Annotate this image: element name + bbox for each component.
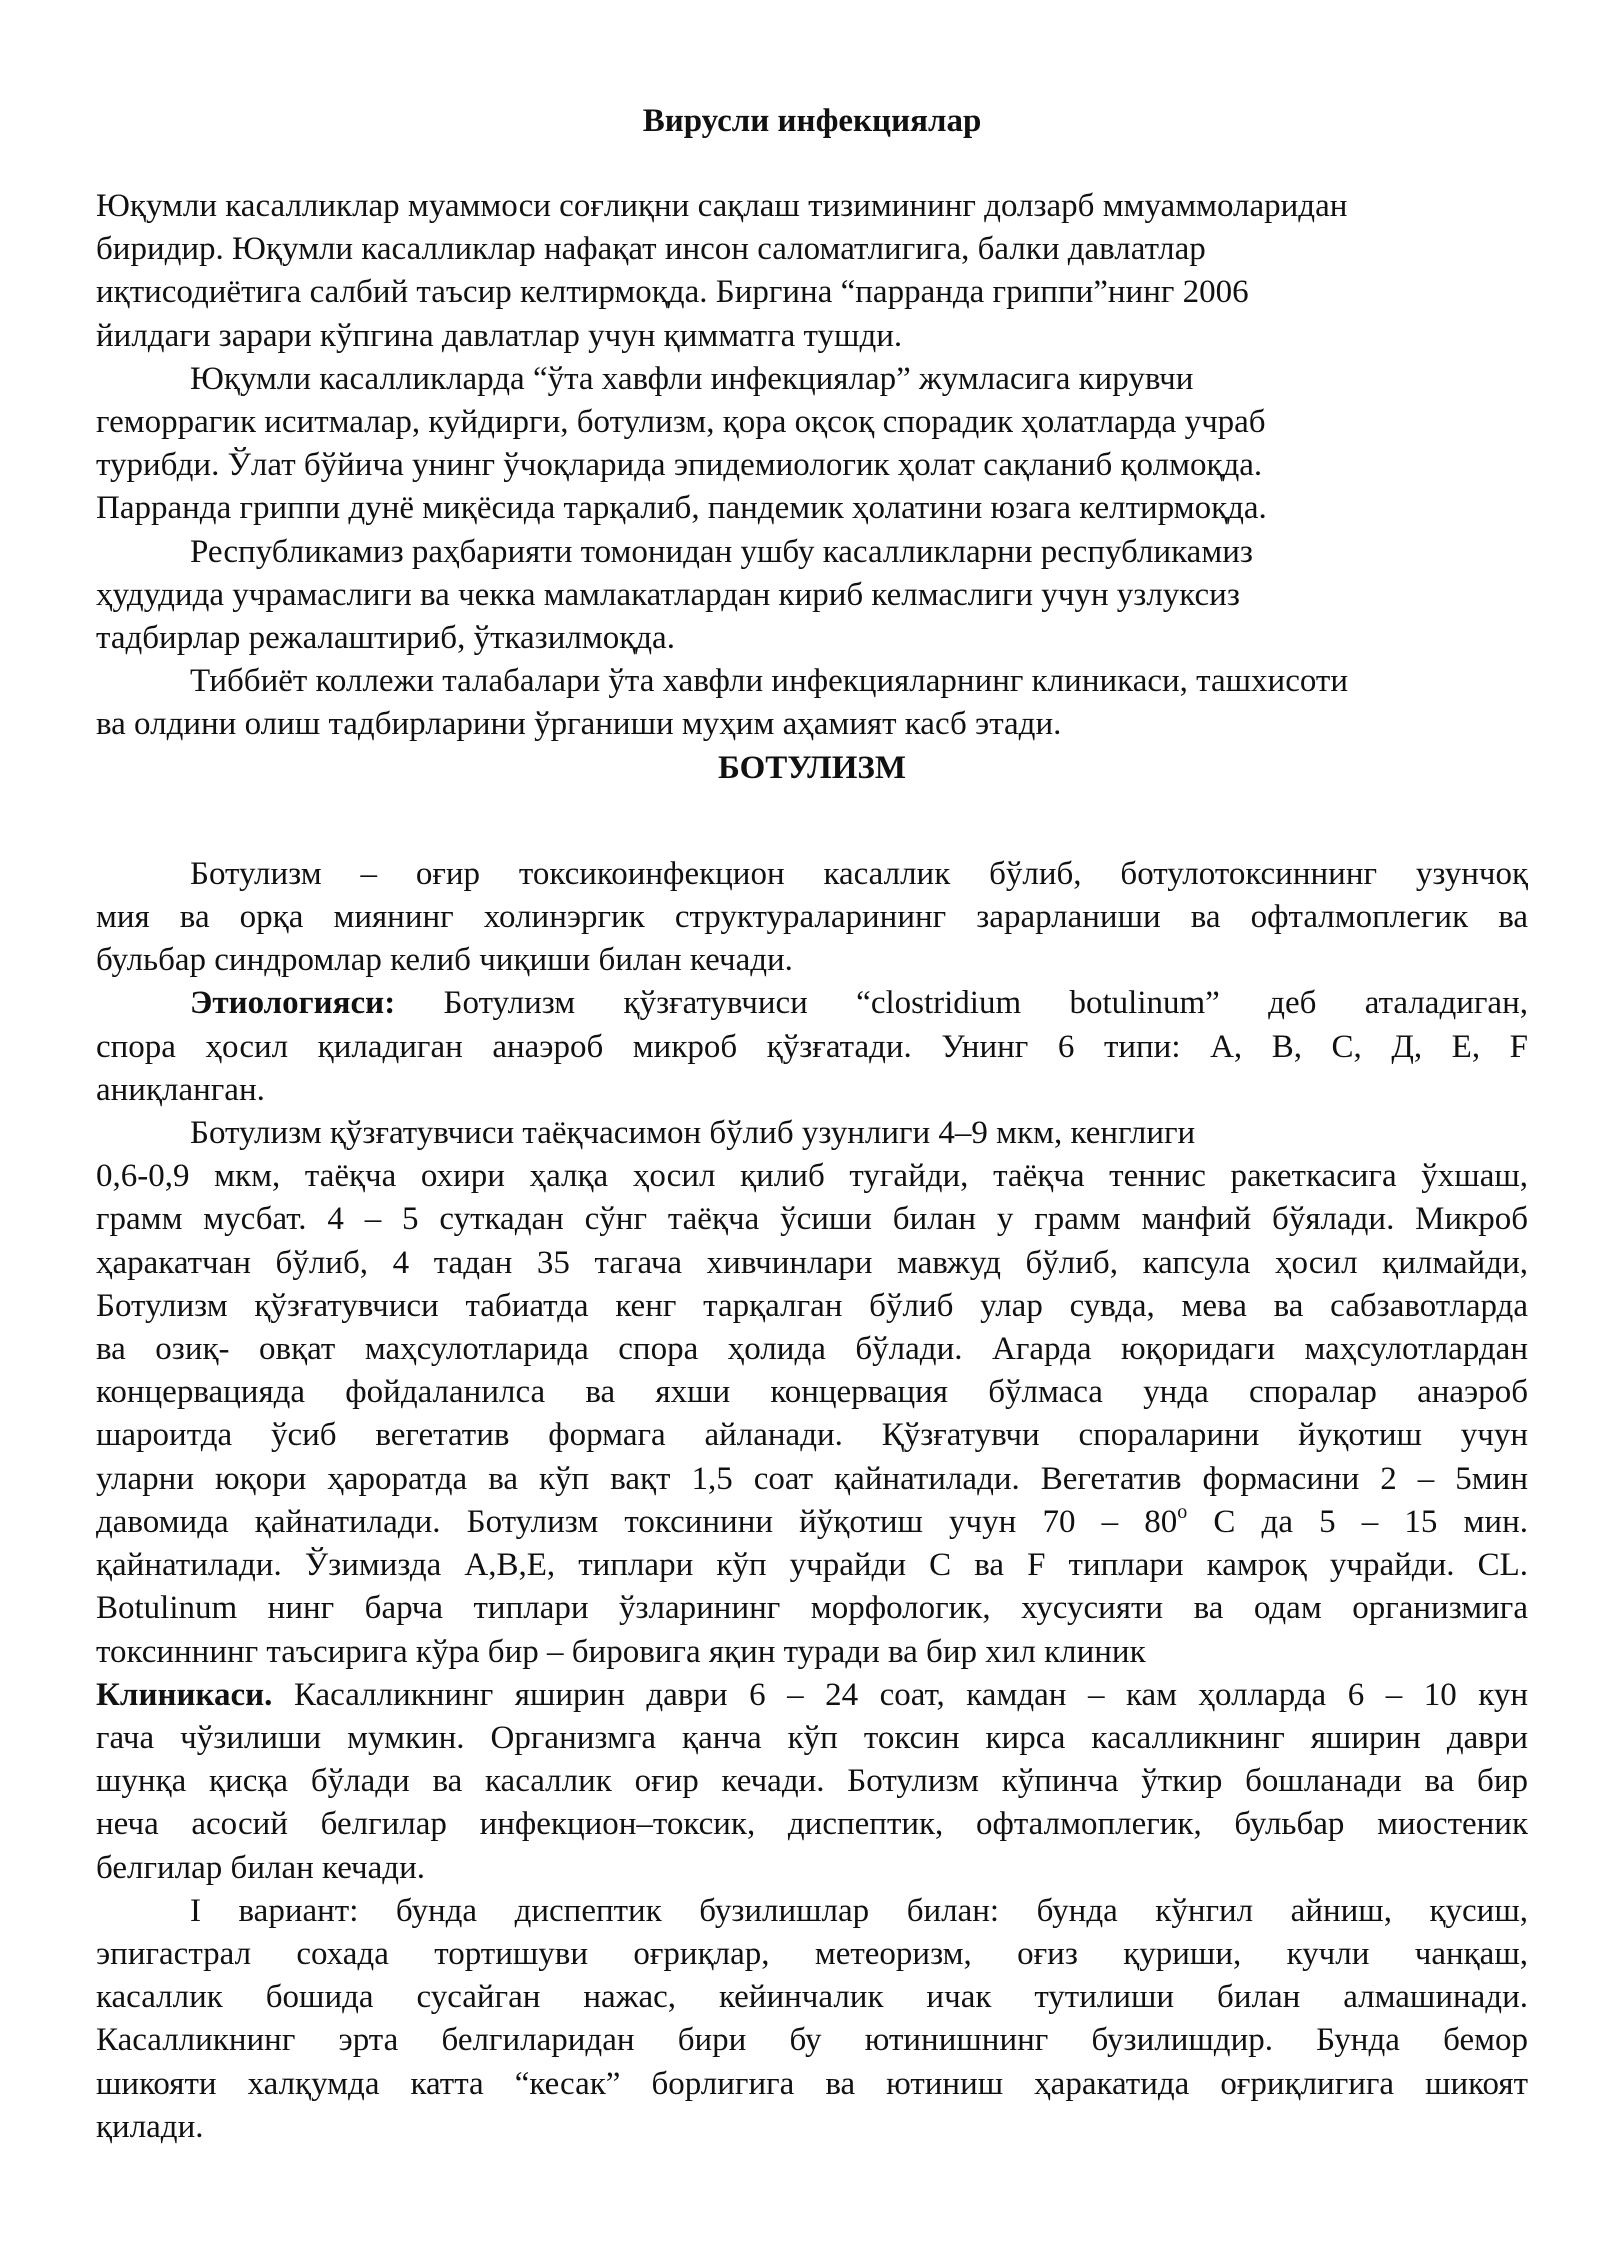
text-line: қилади. (96, 2108, 204, 2145)
text-line: I вариант: бунда диспептик бузилишлар билан: бунда кўнгил айниш, қусиш, (190, 1892, 1528, 1929)
degree-superscript: о (1177, 1500, 1188, 1523)
text-line: касаллик бошида сусайган нажас, кейинчалик ичак тутилиши билан алмашинади. (96, 1979, 1528, 2016)
intro-paragraph-1 (96, 185, 1528, 358)
text-line: иқтисодиётига салбий таъсир келтирмоқда. Биргина “парранда гриппи”нинг 2006 (96, 274, 1249, 311)
text-line: Касалликнинг эрта белгиларидан бири бу ютинишнинг бузилишдир. Бунда бемор (96, 2022, 1528, 2059)
text-line: 0,6-0,9 мкм, таёқча охири ҳалқа ҳосил қилиб тугайди, таёқча теннис ракеткасига ўхшаш, (96, 1158, 1528, 1195)
text-line: турибди. Ўлат бўйича унинг ўчоқларида эпидемиологик ҳолат сақланиб қолмоқда. (96, 447, 1263, 484)
text-line (96, 1501, 1528, 1544)
text-line: Ботулизм қўзғатувчиси табиатда кенг тарқалган бўлиб улар сувда, мева ва сабзавотларда (96, 1287, 1528, 1324)
text-line: Парранда гриппи дунё миқёсида тарқалиб, пандемик ҳолатини юзага келтирмоқда. (96, 490, 1267, 527)
clinic-label: Клиникаси. (96, 1676, 273, 1713)
text-line: Юқумли касалликларда “ўта хавфли инфекциялар” жумласига кирувчи (190, 360, 1194, 397)
botulism-definition-paragraph (96, 853, 1528, 983)
intro-paragraph-2 (96, 358, 1528, 531)
text-line: неча асосий белгилар инфекцион–токсик, диспептик, офталмоплегик, бульбар миостеник (96, 1806, 1528, 1843)
text-line: йилдаги зарари кўпгина давлатлар учун қимматга тушди. (96, 317, 903, 354)
text-line: Ботулизм – оғир токсикоинфекцион касаллик бўлиб, ботулотоксиннинг узунчоқ (190, 855, 1528, 892)
text-line: токсиннинг таъсирига кўра бир – бировига яқин туради ва бир хил клиник (96, 1633, 1146, 1670)
text-line: аниқланган. (96, 1071, 265, 1108)
text-line: ва олдини олиш тадбирларини ўрганиши муҳим аҳамият касб этади. (96, 706, 1062, 743)
text-line: шикояти халқумда катта “кесак” борлигига ва ютиниш ҳаракатида оғриқлигига шикоят (96, 2065, 1528, 2102)
text-line: шунқа қисқа бўлади ва касаллик оғир кечади. Ботулизм кўпинча ўткир бошланади ва бир (96, 1763, 1528, 1800)
text-line: эпигастрал сохада тортишуви оғриқлар, метеоризм, оғиз қуриши, кучли чанқаш, (96, 1935, 1528, 1972)
pathogen-description-paragraph (96, 1112, 1528, 1674)
text-line (96, 1674, 1528, 1717)
intro-paragraph-3 (96, 531, 1528, 661)
text-line: спора ҳосил қиладиган анаэроб микроб қўзғатади. Унинг 6 типи: А, В, С, Д, Е, F (96, 1028, 1528, 1065)
text-line: Botulinum нинг барча типлари ўзларининг морфологик, хусусияти ва одам организмига (96, 1590, 1528, 1627)
text-run: давомида қайнатилади. Ботулизм токсинини йўқотиш учун 70 – 80 (96, 1503, 1178, 1540)
text-run: Ботулизм қўзғатувчиси “clostridium botulinum” деб аталадиган, (395, 985, 1528, 1022)
text-run: С да 5 – 15 мин. (1187, 1503, 1528, 1540)
text-line: белгилар билан кечади. (96, 1849, 425, 1886)
etiology-label: Этиологияси: (190, 985, 396, 1022)
text-line: тадбирлар режалаштириб, ўтказилмоқда. (96, 620, 675, 657)
text-line: Юқумли касалликлар муаммоси соғлиқни сақлаш тизимининг долзарб ммуаммоларидан (96, 188, 1348, 224)
text-line: ҳаракатчан бўлиб, 4 тадан 35 тагача хивчинлари мавжуд бўлиб, капсула ҳосил қилмайди, (96, 1244, 1528, 1281)
clinic-paragraph (96, 1674, 1528, 1890)
text-line: ҳудудида учрамаслиги ва чекка мамлакатлардан кириб келмаслиги учун узлуксиз (96, 576, 1240, 613)
text-line: ва озиқ- овқат маҳсулотларида спора ҳолида бўлади. Агарда юқоридаги маҳсулотлардан (96, 1331, 1528, 1368)
text-line: Ботулизм қўзғатувчиси таёқчасимон бўлиб узунлиги 4–9 мкм, кенглиги (190, 1115, 1196, 1152)
variant-1-paragraph (96, 1890, 1528, 2149)
text-run: Касалликнинг яширин даври 6 – 24 соат, камдан – кам ҳолларда 6 – 10 кун (272, 1676, 1528, 1713)
text-line: биридир. Юқумли касалликлар нафақат инсон саломатлигига, балки давлатлар (96, 231, 1206, 268)
text-line: грамм мусбат. 4 – 5 суткадан сўнг таёқча ўсиши билан у грамм манфий бўялади. Микроб (96, 1201, 1528, 1238)
intro-paragraph-4 (96, 660, 1528, 746)
etiology-paragraph (96, 982, 1528, 1112)
text-line: Тиббиёт коллежи талабалари ўта хавфли инфекцияларнинг клиникаси, ташхисоти (190, 663, 1348, 700)
text-line: концервацияда фойдаланилса ва яхши концервация бўлмаса унда споралар анаэроб (96, 1374, 1528, 1411)
text-line: уларни юқори ҳароратда ва кўп вақт 1,5 соат қайнатилади. Вегетатив формасини 2 – 5мин (96, 1460, 1528, 1497)
text-line: бульбар синдромлар келиб чиқиши билан кечади. (96, 942, 793, 979)
section-title: БОТУЛИЗМ (718, 749, 906, 786)
text-line: геморрагик иситмалар, куйдирги, ботулизм, қора оқсоқ спорадик ҳолатларда учраб (96, 404, 1266, 441)
text-line: мия ва орқа миянинг холинэргик структураларининг зарарланиши ва офталмоплегик ва (96, 899, 1528, 936)
document-title: Вирусли инфекциялар (642, 103, 982, 139)
text-line: қайнатилади. Ўзимизда А,В,Е, типлари кўп учрайди С ва F типлари камроқ учрайди. CL. (96, 1547, 1528, 1584)
text-line: Республикамиз раҳбарияти томонидан ушбу касалликларни республикамиз (190, 533, 1253, 570)
text-line: гача чўзилиши мумкин. Организмга қанча кўп токсин кирса касалликнинг яширин даври (96, 1719, 1528, 1756)
document-page (96, 100, 1528, 2149)
text-line (96, 982, 1528, 1025)
text-line: шароитда ўсиб вегетатив формага айланади. Қўзғатувчи спораларини йуқотиш учун (96, 1417, 1528, 1454)
